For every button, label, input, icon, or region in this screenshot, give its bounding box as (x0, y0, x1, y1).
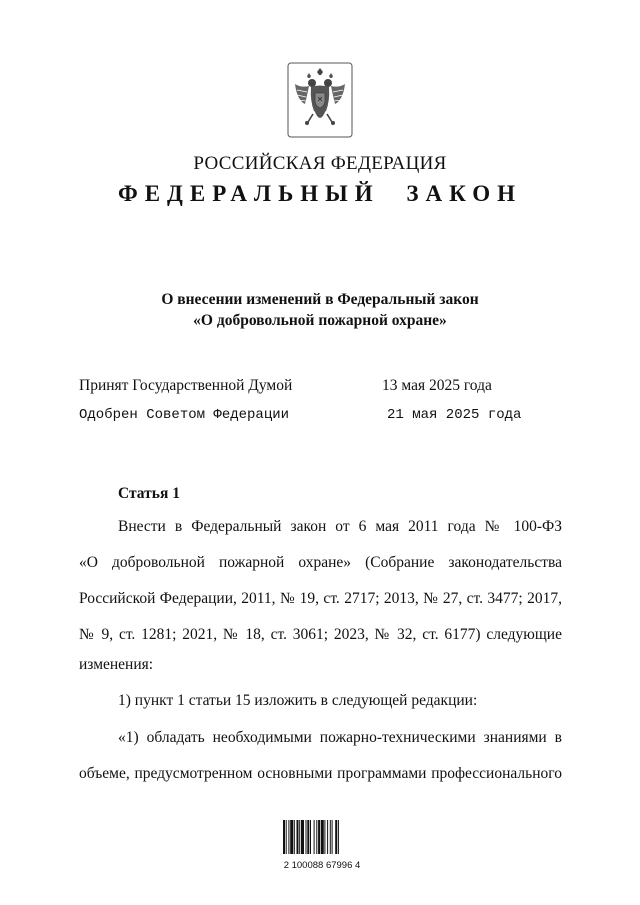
article-text-line: 1) пункт 1 статьи 15 изложить в следующей редакции: (118, 692, 478, 709)
law-title-line: О внесении изменений в Федеральный закон (161, 291, 479, 308)
barcode-number: 2 100088 67996 4 (283, 860, 361, 871)
barcode-icon (283, 820, 355, 854)
article-heading: Статья 1 (118, 485, 180, 502)
law-title-line: «О добровольной пожарной охране» (193, 312, 447, 329)
law-title (0, 289, 640, 331)
article-text-line: изменения: (79, 656, 154, 673)
duma-adoption-label: Принят Государственной Думой (79, 377, 293, 394)
article-text-line: № 9, ст. 1281; 2021, № 18, ст. 3061; 2023, № 32, ст. 6177) следующие (79, 626, 562, 643)
country-name: РОССИЙСКАЯ ФЕДЕРАЦИЯ (193, 153, 447, 174)
article-text-line: «1) обладать необходимыми пожарно-техническими знаниями в (118, 729, 562, 746)
council-approval-label: Одобрен Советом Федерации (79, 407, 290, 423)
law-type-heading: ФЕДЕРАЛЬНЫЙ ЗАКОН (117, 181, 523, 206)
article-text-line: объеме, предусмотренном основными программами профессионального (79, 765, 562, 782)
article-text-line: Российской Федерации, 2011, № 19, ст. 2717; 2013, № 27, ст. 3477; 2017, (79, 590, 562, 607)
article-text-line: «О добровольной пожарной охране» (Собрание законодательства (79, 554, 562, 571)
coat-of-arms-icon (287, 62, 353, 138)
article-text-line: Внести в Федеральный закон от 6 мая 2011 года № 100-ФЗ (118, 518, 562, 535)
duma-adoption-date: 13 мая 2025 года (382, 377, 492, 394)
council-approval-date: 21 мая 2025 года (387, 407, 522, 423)
